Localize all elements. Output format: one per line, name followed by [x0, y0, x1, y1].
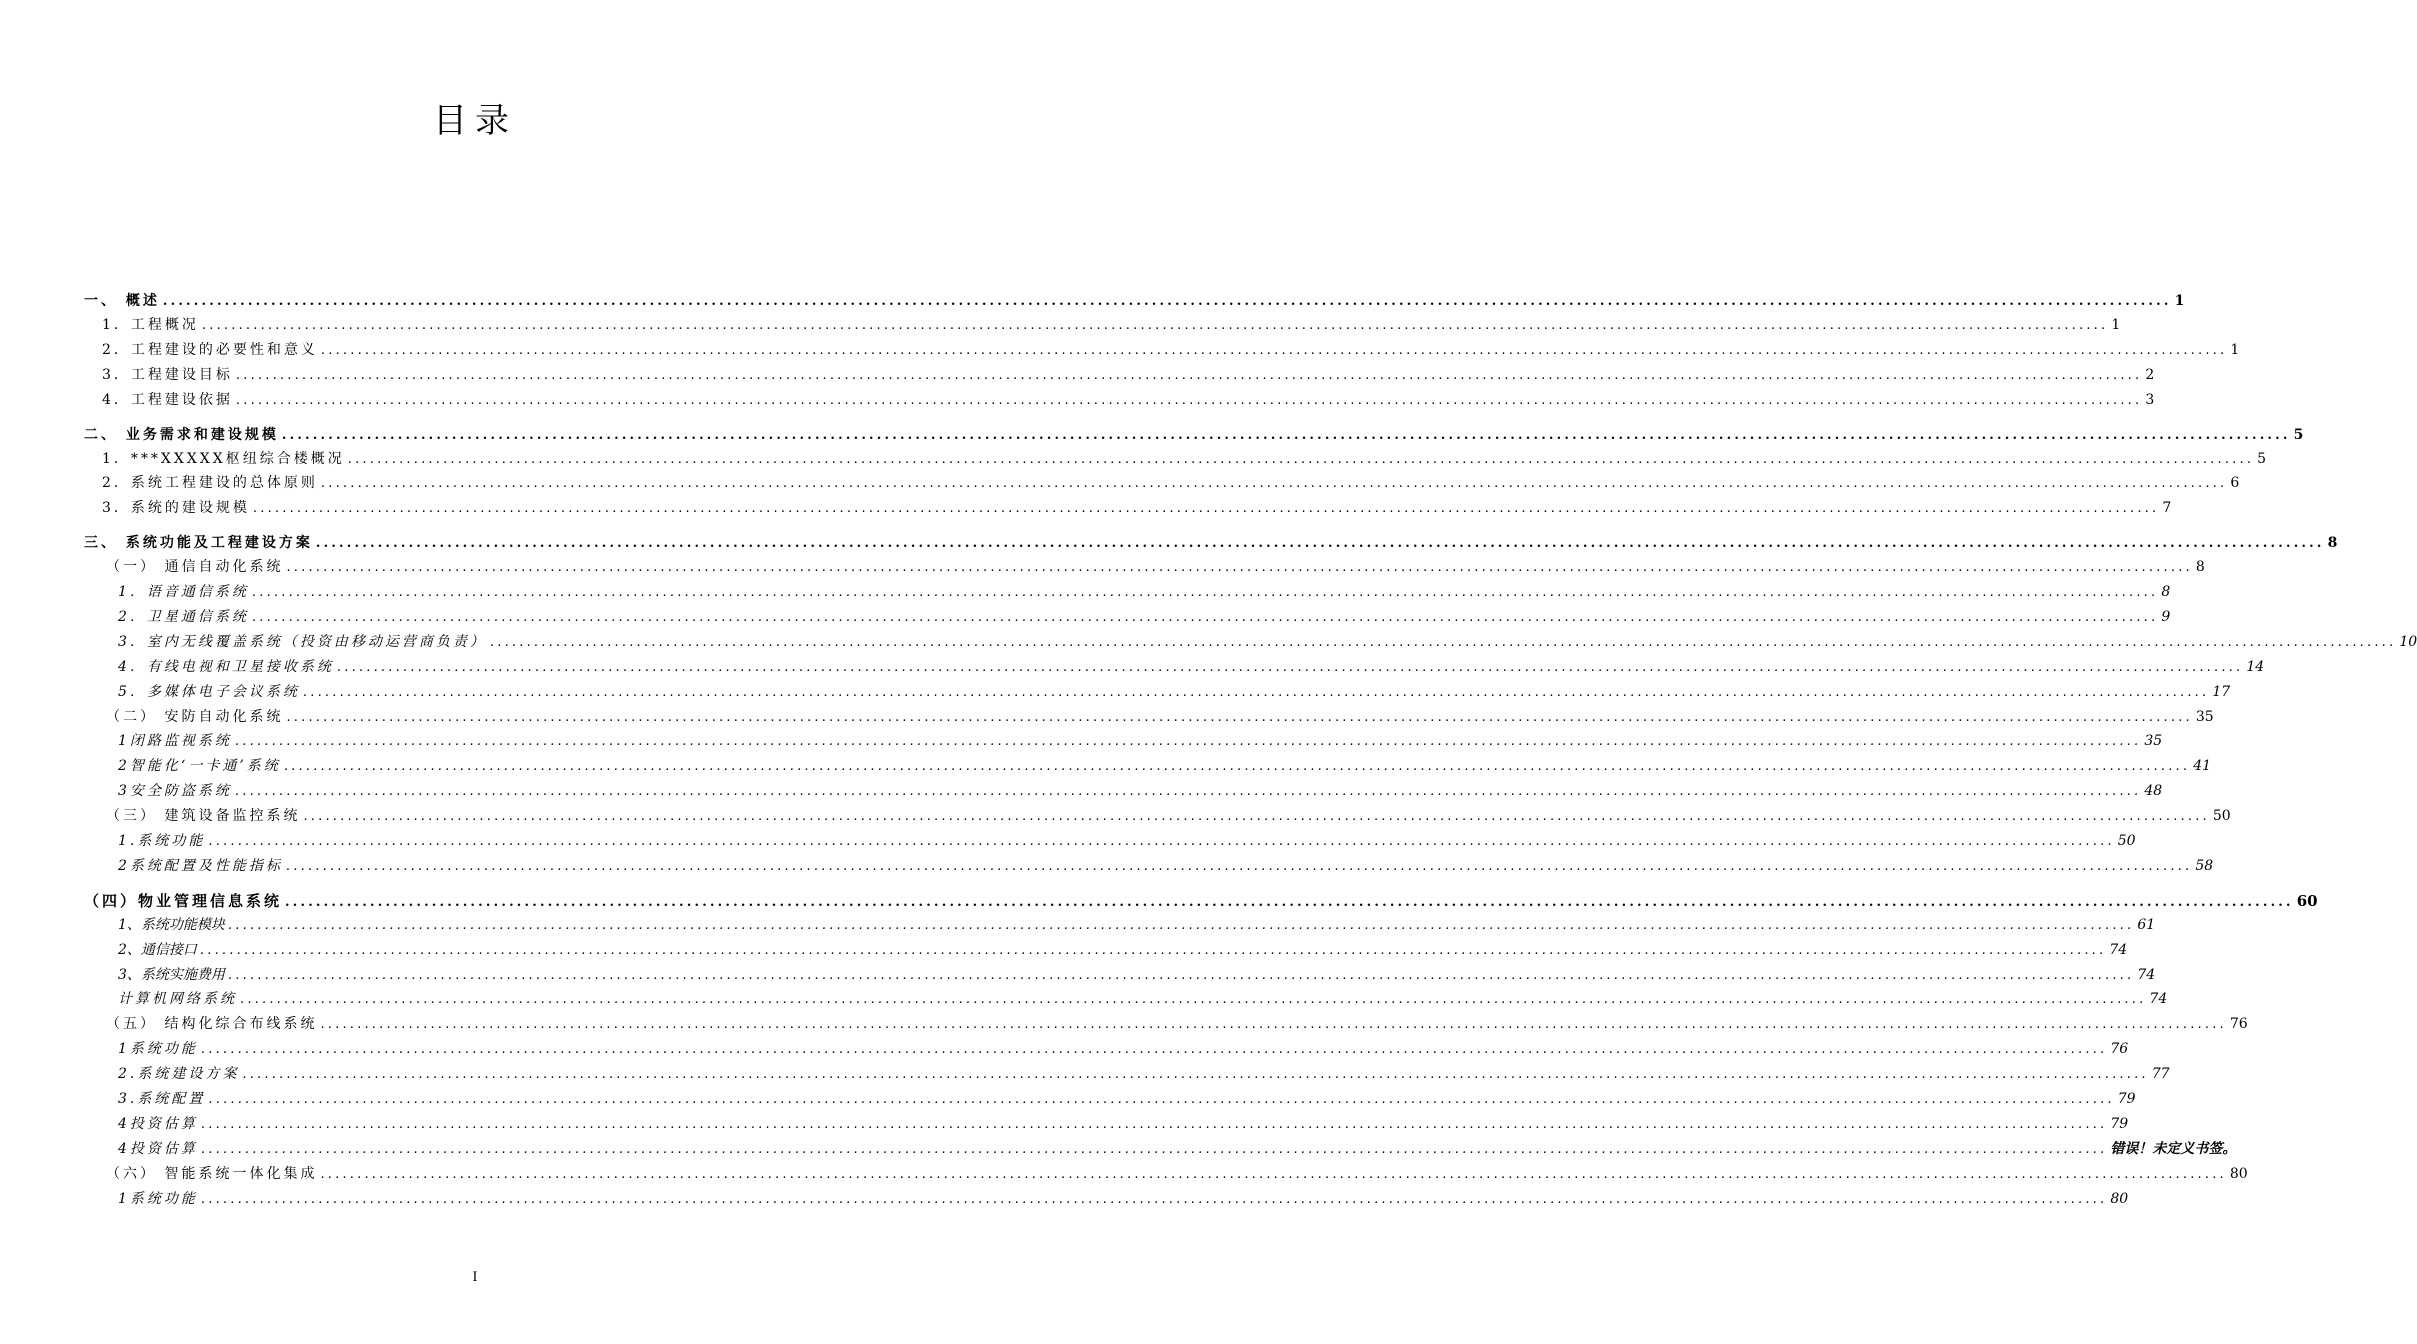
toc-entry[interactable]	[84, 1163, 2248, 1188]
toc-dot-leader: ....................................................................................................................................................................................................................................................................	[320, 476, 2228, 492]
toc-entry[interactable]	[84, 497, 2172, 522]
toc-entry[interactable]	[84, 964, 2156, 989]
toc-entry-page: 5	[2293, 426, 2304, 443]
toc-entry[interactable]	[84, 939, 2128, 964]
toc-entry[interactable]	[84, 1113, 2129, 1138]
toc-entry-title: 2智能化‘一卡通’系统	[118, 758, 281, 775]
toc-entry[interactable]	[84, 364, 2155, 389]
toc-entry[interactable]	[84, 1063, 2170, 1088]
toc-entry-page: 79	[2117, 1091, 2136, 1108]
toc-entry[interactable]	[84, 1188, 2129, 1213]
toc-entry-title: （五） 结构化综合布线系统	[106, 1016, 318, 1033]
toc-dot-leader: ....................................................................................................................................................................................................................................................................	[320, 1017, 2227, 1033]
toc-dot-leader: ....................................................................................................................................................................................................................................................................	[235, 367, 2143, 383]
toc-dot-leader: ....................................................................................................................................................................................................................................................................	[285, 858, 2193, 874]
toc-dot-leader: ....................................................................................................................................................................................................................................................................	[200, 1042, 2108, 1058]
toc-entry-page: 77	[2151, 1066, 2170, 1083]
toc-entry-title: 3.系统配置	[118, 1091, 206, 1108]
toc-entry-page: 35	[2195, 708, 2214, 725]
toc-entry[interactable]	[84, 830, 2136, 855]
toc-entry-title: 二、 业务需求和建设规模	[84, 426, 279, 443]
toc-entry-title: 3、系统实施费用	[118, 966, 225, 983]
toc-dot-leader: ....................................................................................................................................................................................................................................................................	[227, 967, 2135, 983]
toc-entry[interactable]	[84, 389, 2155, 414]
toc-entry-title: （四）物业管理信息系统	[84, 891, 283, 910]
toc-entry[interactable]	[84, 730, 2163, 755]
toc-entry-title: 4．工程建设依据	[102, 391, 233, 408]
toc-entry[interactable]	[84, 1088, 2136, 1113]
toc-dot-leader: ....................................................................................................................................................................................................................................................................	[285, 894, 2294, 910]
toc-entry-page: 错误！未定义书签。	[2110, 1140, 2237, 1157]
toc-entry-page: 41	[2193, 758, 2212, 775]
toc-entry[interactable]	[84, 472, 2240, 497]
toc-entry-title: 3安全防盗系统	[118, 783, 232, 800]
toc-dot-leader: ....................................................................................................................................................................................................................................................................	[489, 634, 2397, 650]
toc-entry-title: 4．有线电视和卫星接收系统	[118, 658, 334, 675]
toc-entry-page: 9	[2161, 609, 2171, 626]
table-of-contents	[84, 280, 2417, 1213]
toc-dot-leader: ....................................................................................................................................................................................................................................................................	[320, 342, 2228, 358]
toc-entry-title: 3．工程建设目标	[102, 366, 233, 383]
toc-dot-leader: ....................................................................................................................................................................................................................................................................	[251, 610, 2159, 626]
toc-entry-page: 1	[2111, 317, 2121, 333]
toc-entry[interactable]	[84, 681, 2231, 706]
toc-dot-leader: ....................................................................................................................................................................................................................................................................	[234, 784, 2142, 800]
toc-dot-leader: ....................................................................................................................................................................................................................................................................	[252, 501, 2160, 517]
toc-entry-page: 76	[2229, 1016, 2248, 1033]
toc-entry-page: 10	[2399, 633, 2417, 650]
toc-dot-leader: ....................................................................................................................................................................................................................................................................	[227, 917, 2135, 933]
toc-dot-leader: ....................................................................................................................................................................................................................................................................	[303, 809, 2210, 825]
toc-dot-leader: ....................................................................................................................................................................................................................................................................	[208, 1092, 2115, 1108]
toc-dot-leader: ....................................................................................................................................................................................................................................................................	[336, 659, 2244, 675]
toc-entry-title: 计算机网络系统	[118, 991, 237, 1008]
toc-entry-page: 80	[2229, 1165, 2248, 1182]
toc-entry-page: 3	[2145, 391, 2155, 408]
toc-entry-title: 5．多媒体电子会议系统	[118, 683, 300, 700]
toc-entry-page: 74	[2109, 941, 2128, 958]
toc-entry-title: 1．语音通信系统	[118, 584, 249, 601]
toc-dot-leader: ....................................................................................................................................................................................................................................................................	[347, 451, 2255, 467]
toc-entry-title: 1系统功能	[118, 1041, 198, 1058]
toc-entry-title: 1闭路监视系统	[118, 733, 232, 750]
toc-entry-page: 14	[2246, 658, 2265, 675]
toc-entry-title: （六） 智能系统一体化集成	[106, 1165, 318, 1182]
toc-entry[interactable]	[84, 914, 2156, 939]
toc-entry[interactable]	[84, 339, 2240, 364]
toc-entry-title: 2.系统建设方案	[118, 1066, 240, 1083]
toc-dot-leader: ....................................................................................................................................................................................................................................................................	[235, 392, 2143, 408]
toc-dot-leader: ....................................................................................................................................................................................................................................................................	[240, 992, 2147, 1008]
toc-entry[interactable]	[84, 805, 2231, 830]
toc-entry[interactable]	[84, 424, 2304, 448]
toc-dot-leader: ....................................................................................................................................................................................................................................................................	[201, 318, 2109, 333]
toc-entry-title: 3．室内无线覆盖系统（投资由移动运营商负责）	[118, 633, 487, 650]
toc-entry-title: 2、通信接口	[118, 941, 197, 958]
toc-entry[interactable]	[84, 706, 2214, 731]
toc-entry[interactable]	[84, 532, 2338, 556]
toc-entry-title: 4投资估算	[118, 1115, 198, 1132]
toc-entry[interactable]	[84, 780, 2163, 805]
toc-entry[interactable]	[84, 755, 2212, 780]
toc-entry-page: 5	[2257, 450, 2267, 467]
toc-entry-page: 58	[2195, 857, 2214, 874]
toc-entry-page: 2	[2145, 366, 2155, 383]
toc-dot-leader: ....................................................................................................................................................................................................................................................................	[200, 1116, 2108, 1132]
toc-entry[interactable]	[84, 556, 2205, 581]
toc-entry-page: 1	[2230, 341, 2240, 358]
toc-entry-title: 4投资估算	[118, 1140, 198, 1157]
toc-entry-page: 8	[2327, 535, 2338, 552]
toc-entry-page: 8	[2195, 559, 2205, 576]
toc-entry-page: 48	[2144, 783, 2163, 800]
toc-entry[interactable]	[84, 1013, 2248, 1038]
toc-dot-leader: ....................................................................................................................................................................................................................................................................	[162, 294, 2172, 309]
toc-dot-leader: ....................................................................................................................................................................................................................................................................	[286, 560, 2193, 576]
toc-entry-title: 1．***XXXXX枢纽综合楼概况	[102, 450, 345, 467]
toc-entry[interactable]	[84, 656, 2265, 681]
toc-entry-title: 2．系统工程建设的总体原则	[102, 475, 318, 492]
toc-entry-page: 35	[2144, 733, 2163, 750]
toc-entry-title: （一） 通信自动化系统	[106, 559, 284, 576]
toc-dot-leader: ....................................................................................................................................................................................................................................................................	[208, 834, 2115, 850]
toc-entry-page: 50	[2212, 808, 2231, 825]
toc-entry-page: 1	[2174, 293, 2185, 309]
toc-entry-title: 2系统配置及性能指标	[118, 857, 283, 874]
toc-entry-page: 79	[2110, 1115, 2129, 1132]
toc-entry-page: 80	[2110, 1190, 2129, 1207]
toc-dot-leader: ....................................................................................................................................................................................................................................................................	[200, 1141, 2108, 1157]
toc-entry[interactable]	[84, 1138, 2237, 1163]
toc-dot-leader: ....................................................................................................................................................................................................................................................................	[286, 709, 2193, 725]
toc-entry-title: 三、 系统功能及工程建设方案	[84, 535, 313, 552]
toc-dot-leader: ....................................................................................................................................................................................................................................................................	[251, 585, 2159, 601]
toc-dot-leader: ....................................................................................................................................................................................................................................................................	[281, 427, 2291, 443]
toc-entry[interactable]	[84, 448, 2267, 473]
page-title: 目录	[433, 101, 517, 141]
toc-entry-title: 1、系统功能模块	[118, 916, 225, 933]
toc-entry-page: 76	[2110, 1041, 2129, 1058]
toc-dot-leader: ....................................................................................................................................................................................................................................................................	[320, 1166, 2227, 1182]
toc-entry-title: 3．系统的建设规模	[102, 500, 250, 517]
toc-entry-title: 1．工程概况	[102, 317, 199, 333]
toc-entry-title: （三） 建筑设备监控系统	[106, 808, 301, 825]
toc-entry-page: 74	[2137, 966, 2156, 983]
toc-entry-page: 7	[2162, 500, 2172, 517]
toc-entry-title: 1系统功能	[118, 1190, 198, 1207]
toc-entry-title: （二） 安防自动化系统	[106, 708, 284, 725]
toc-entry-page: 61	[2137, 916, 2156, 933]
toc-entry-page: 8	[2161, 584, 2171, 601]
toc-entry-page: 6	[2230, 475, 2240, 492]
toc-dot-leader: ....................................................................................................................................................................................................................................................................	[200, 1191, 2108, 1207]
toc-entry[interactable]	[84, 631, 2417, 656]
toc-entry-page: 74	[2149, 991, 2168, 1008]
toc-entry-page: 17	[2212, 683, 2231, 700]
toc-entry[interactable]	[84, 890, 2318, 914]
toc-dot-leader: ....................................................................................................................................................................................................................................................................	[242, 1067, 2149, 1083]
toc-entry-title: 一、 概述	[84, 293, 160, 309]
page-number: I	[472, 1270, 478, 1285]
toc-entry[interactable]	[84, 606, 2171, 631]
toc-dot-leader: ....................................................................................................................................................................................................................................................................	[199, 942, 2107, 958]
toc-entry[interactable]	[84, 290, 2185, 314]
toc-entry-title: 1.系统功能	[118, 833, 206, 850]
toc-entry[interactable]	[84, 314, 2121, 339]
toc-dot-leader: ....................................................................................................................................................................................................................................................................	[234, 734, 2142, 750]
toc-entry-page: 50	[2117, 833, 2136, 850]
toc-entry[interactable]	[84, 1038, 2129, 1063]
toc-entry[interactable]	[84, 581, 2171, 606]
toc-dot-leader: ....................................................................................................................................................................................................................................................................	[315, 536, 2325, 552]
toc-dot-leader: ....................................................................................................................................................................................................................................................................	[283, 759, 2191, 775]
toc-entry-page: 60	[2296, 891, 2318, 910]
toc-entry[interactable]	[84, 855, 2214, 880]
toc-entry-title: 2．卫星通信系统	[118, 609, 249, 626]
toc-entry[interactable]	[84, 988, 2168, 1013]
toc-dot-leader: ....................................................................................................................................................................................................................................................................	[302, 684, 2210, 700]
toc-entry-title: 2．工程建设的必要性和意义	[102, 341, 318, 358]
